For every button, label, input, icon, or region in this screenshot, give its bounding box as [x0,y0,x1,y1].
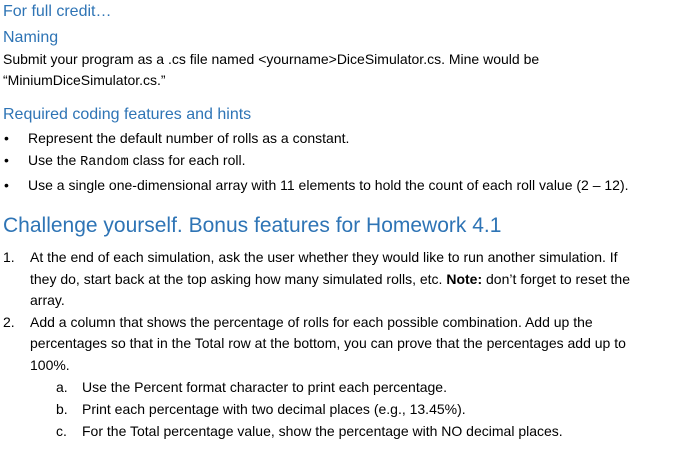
bullet-icon: • [4,152,9,168]
required-heading: Required coding features and hints [3,106,252,123]
bullet-text-pre: Use the [28,152,81,168]
bullet-icon: • [4,177,9,193]
sub-letter: c. [56,423,67,439]
note-label: Note: [446,270,483,287]
item-line: At the end of each simulation, ask the user whether they would like to run another simulation. If [30,249,618,265]
bullet-text: Represent the default number of rolls as a constant. [28,130,350,146]
item-number: 1. [3,249,15,265]
naming-heading: Naming [3,29,59,46]
naming-line-1: Submit your program as a .cs file named <yourname>DiceSimulator.cs. Mine would be [3,51,540,67]
sub-letter: a. [56,379,68,395]
code-random: Random [80,155,129,170]
item-line: array. [30,292,65,308]
sub-list-item [30,420,693,442]
sub-list-item [30,376,693,398]
item-line-tail: don’t forget to reset the [482,270,630,287]
list-item [3,312,693,443]
item-line: 100%. [30,356,70,373]
sub-letter: b. [56,401,68,417]
document-page [3,0,693,442]
list-item [3,149,693,174]
sub-text: Print each percentage with two decimal places (e.g., 13.45%). [82,401,466,417]
sub-text: For the Total percentage value, show the percentage with NO decimal places. [82,423,563,439]
list-item [3,174,693,196]
challenge-heading: Challenge yourself. Bonus features for Homework 4.1 [3,214,502,237]
bullet-text-post: class for each roll. [128,152,246,168]
naming-paragraph [3,49,693,91]
bullet-text: Use a single one-dimensional array with 11 elements to hold the count of each roll value (2 – 12). [28,177,629,193]
item-line: Add a column that shows the percentage of rolls for each possible combination. Add up the [30,313,593,330]
list-item [3,127,693,149]
section-heading-full-credit: For full credit… [3,3,112,20]
item-line: they do, start back at the top asking how many simulated rolls, etc. [30,270,447,287]
sub-list-item [30,398,693,420]
item-number: 2. [3,313,15,330]
naming-line-2: “MiniumDiceSimulator.cs.” [3,72,166,88]
bullet-icon: • [4,130,9,146]
sub-list [30,376,693,442]
item-line: percentages so that in the Total row at the bottom, you can prove that the percentages add up to [30,335,626,351]
sub-text: Use the Percent format character to print each percentage. [82,379,447,395]
challenge-numbered-list [3,247,693,442]
required-bullet-list [3,127,693,196]
list-item [3,247,693,312]
